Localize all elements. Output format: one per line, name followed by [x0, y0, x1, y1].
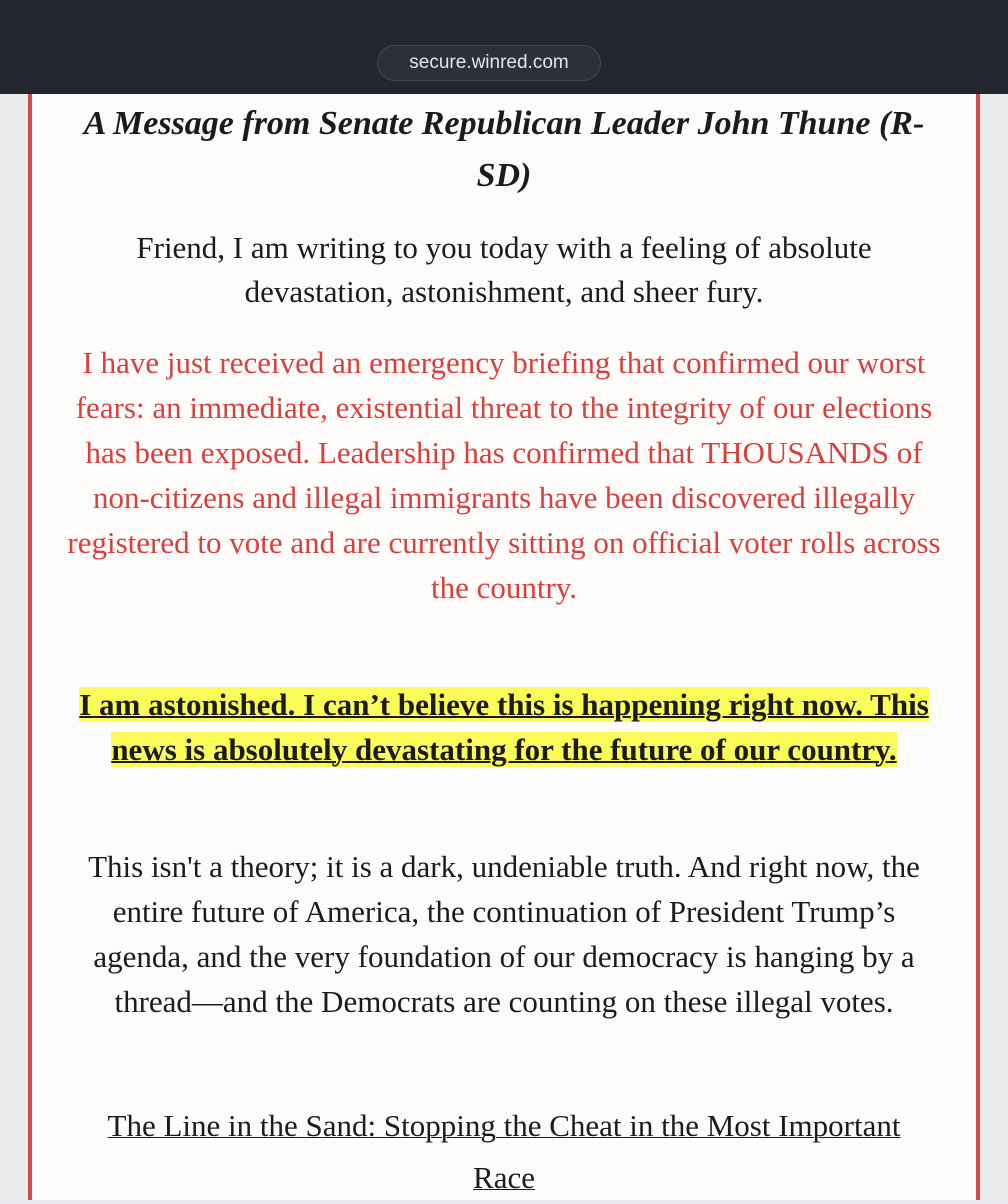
- right-margin: [980, 94, 1008, 1200]
- body-paragraph: This isn't a theory; it is a dark, undeniable truth. And right now, the entire future of America, the continuation of President Trump’s agenda, and the very foundation of our democracy is hanging by a thread—and the Democrats are counting on these illegal votes.: [88, 849, 920, 1019]
- browser-top-bar: [0, 0, 1008, 94]
- left-margin: [0, 94, 28, 1200]
- intro-paragraph: Friend, I am writing to you today with a feeling of absolute devastation, astonishment, and sheer fury.: [136, 230, 872, 309]
- section-heading-link[interactable]: The Line in the Sand: Stopping the Cheat in the Most Important Race: [107, 1108, 901, 1195]
- message-headline: A Message from Senate Republican Leader John Thune (R-SD): [83, 105, 925, 194]
- message-card: [28, 94, 980, 1200]
- highlighted-text: I am astonished. I can’t believe this is happening right now. This news is absolutely devastating for the future of our country.: [79, 687, 929, 767]
- url-address-bar[interactable]: secure.winred.com: [377, 45, 601, 81]
- highlighted-paragraph: [32, 682, 976, 772]
- red-alert-paragraph: I have just received an emergency briefing that confirmed our worst fears: an immediate, existential threat to the integrity of our elections has been exposed. Leadership has confirmed that THOUSANDS of non-citizens and illegal immigrants have been discovered illegally registered to vote and are currently sitting on official voter rolls across the country.: [67, 345, 941, 605]
